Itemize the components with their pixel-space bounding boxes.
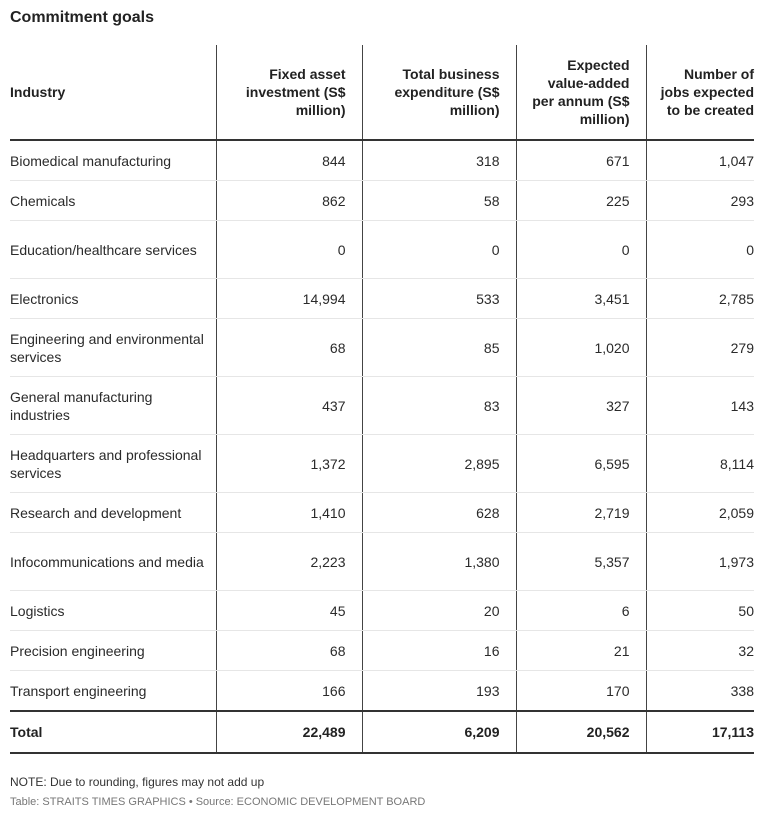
industry-cell: Education/healthcare services: [10, 221, 216, 279]
jobs-cell: 8,114: [646, 435, 754, 493]
fixed-asset-cell: 844: [216, 140, 362, 181]
total-business-cell: 58: [362, 181, 516, 221]
value-added-cell: 1,020: [516, 319, 646, 377]
table-row: [10, 631, 754, 671]
jobs-cell: 338: [646, 671, 754, 712]
value-added-cell: 6,595: [516, 435, 646, 493]
value-added-cell: 3,451: [516, 279, 646, 319]
industry-cell: Biomedical manufacturing: [10, 140, 216, 181]
source-label: Source: ECONOMIC DEVELOPMENT BOARD: [195, 796, 426, 808]
fixed-asset-cell: 166: [216, 671, 362, 712]
value-added-cell: 170: [516, 671, 646, 712]
table-row: [10, 591, 754, 631]
fixed-asset-cell: 68: [216, 319, 362, 377]
industry-cell: Headquarters and professional services: [10, 435, 216, 493]
jobs-cell: 279: [646, 319, 754, 377]
industry-cell: Engineering and environmental services: [10, 319, 216, 377]
header-jobs-created: Number of jobs expected to be created: [646, 45, 754, 140]
source-credit: [10, 796, 425, 808]
header-total-business-expenditure: Total business expenditure (S$ million): [362, 45, 516, 140]
table-row: [10, 671, 754, 712]
header-expected-value-added: Expected value-added per annum (S$ million): [516, 45, 646, 140]
industry-cell: Chemicals: [10, 181, 216, 221]
total-business-cell: 0: [362, 221, 516, 279]
total-business-cell: 533: [362, 279, 516, 319]
header-fixed-asset-investment: Fixed asset investment (S$ million): [216, 45, 362, 140]
jobs-cell: 1,047: [646, 140, 754, 181]
total-jobs: 17,113: [646, 711, 754, 753]
industry-cell: Transport engineering: [10, 671, 216, 712]
industry-cell: Electronics: [10, 279, 216, 319]
fixed-asset-cell: 862: [216, 181, 362, 221]
table-row: [10, 493, 754, 533]
total-business-cell: 193: [362, 671, 516, 712]
total-business-cell: 83: [362, 377, 516, 435]
value-added-cell: 5,357: [516, 533, 646, 591]
total-business-cell: 20: [362, 591, 516, 631]
industry-cell: Logistics: [10, 591, 216, 631]
table-row: [10, 533, 754, 591]
rounding-note: NOTE: Due to rounding, figures may not add up: [10, 775, 265, 789]
jobs-cell: 2,059: [646, 493, 754, 533]
value-added-cell: 6: [516, 591, 646, 631]
fixed-asset-cell: 1,410: [216, 493, 362, 533]
fixed-asset-cell: 45: [216, 591, 362, 631]
header-industry: Industry: [10, 45, 216, 140]
value-added-cell: 327: [516, 377, 646, 435]
commitment-goals-table: [10, 45, 754, 754]
table-row: [10, 140, 754, 181]
total-business-cell: 318: [362, 140, 516, 181]
value-added-cell: 21: [516, 631, 646, 671]
fixed-asset-cell: 437: [216, 377, 362, 435]
table-row: [10, 435, 754, 493]
credit-separator: •: [188, 796, 193, 808]
jobs-cell: 1,973: [646, 533, 754, 591]
value-added-cell: 671: [516, 140, 646, 181]
table-row: [10, 377, 754, 435]
total-business-cell: 2,895: [362, 435, 516, 493]
total-business-expenditure: 6,209: [362, 711, 516, 753]
jobs-cell: 32: [646, 631, 754, 671]
value-added-cell: 0: [516, 221, 646, 279]
fixed-asset-cell: 1,372: [216, 435, 362, 493]
total-label: Total: [10, 711, 216, 753]
header-row: [10, 45, 754, 140]
total-fixed-asset: 22,489: [216, 711, 362, 753]
table-row: [10, 279, 754, 319]
fixed-asset-cell: 68: [216, 631, 362, 671]
jobs-cell: 143: [646, 377, 754, 435]
total-row: [10, 711, 754, 753]
jobs-cell: 293: [646, 181, 754, 221]
jobs-cell: 50: [646, 591, 754, 631]
value-added-cell: 225: [516, 181, 646, 221]
fixed-asset-cell: 14,994: [216, 279, 362, 319]
total-business-cell: 1,380: [362, 533, 516, 591]
total-business-cell: 628: [362, 493, 516, 533]
page-title: Commitment goals: [10, 9, 155, 26]
industry-cell: Infocommunications and media: [10, 533, 216, 591]
total-value-added: 20,562: [516, 711, 646, 753]
jobs-cell: 2,785: [646, 279, 754, 319]
table-credit: Table: STRAITS TIMES GRAPHICS: [10, 796, 186, 808]
fixed-asset-cell: 0: [216, 221, 362, 279]
fixed-asset-cell: 2,223: [216, 533, 362, 591]
table-row: [10, 319, 754, 377]
total-business-cell: 85: [362, 319, 516, 377]
jobs-cell: 0: [646, 221, 754, 279]
industry-cell: Precision engineering: [10, 631, 216, 671]
value-added-cell: 2,719: [516, 493, 646, 533]
industry-cell: Research and development: [10, 493, 216, 533]
industry-cell: General manufacturing industries: [10, 377, 216, 435]
table-row: [10, 181, 754, 221]
total-business-cell: 16: [362, 631, 516, 671]
table-row: [10, 221, 754, 279]
